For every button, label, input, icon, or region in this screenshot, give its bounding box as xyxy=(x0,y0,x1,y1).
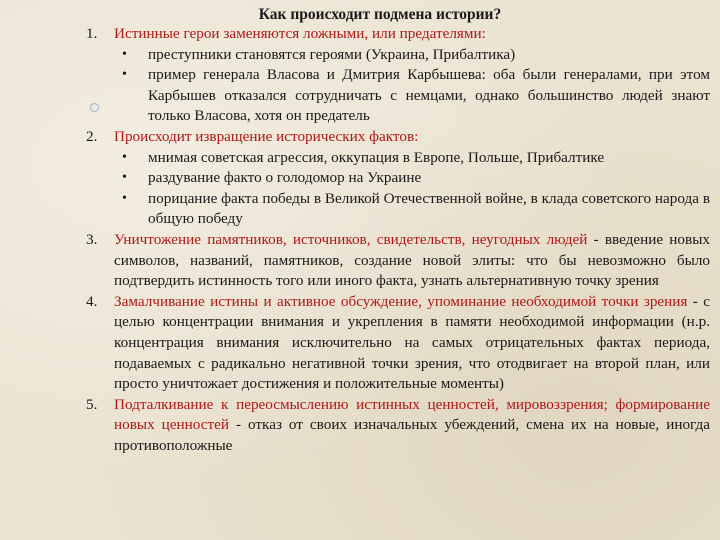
numbered-list xyxy=(80,24,710,456)
item-number: 1. xyxy=(86,25,98,42)
item-text xyxy=(114,292,710,395)
bullet-text: мнимая советская агрессия, оккупация в Европе, Польше, Прибалтике xyxy=(148,148,605,166)
item-number: 4. xyxy=(86,292,98,310)
item-heading: Замалчивание истины и активное обсуждение, упоминание необходимой точки зрения xyxy=(114,292,688,310)
bullet-item xyxy=(114,168,710,189)
bullet-list xyxy=(114,148,710,230)
list-item xyxy=(80,127,710,230)
list-item xyxy=(80,230,710,292)
list-item xyxy=(80,395,710,457)
bullet-icon: • xyxy=(122,170,127,186)
item-heading: Истинные герои заменяются ложными, или предателями: xyxy=(114,25,486,42)
item-heading: Уничтожение памятников, источников, свидетельств, неугодных людей xyxy=(114,230,588,248)
item-body: - отказ от своих изначальных убеждений, смена их на новые, иногда противоположные xyxy=(114,416,710,454)
item-text xyxy=(114,127,710,148)
item-text xyxy=(114,230,710,292)
bullet-icon: • xyxy=(122,46,127,62)
item-text xyxy=(114,24,710,45)
bullet-text: пример генерала Власова и Дмитрия Карбышева: оба были генералами, при этом Карбышев отказался сотрудничать с немцами, однако большинство людей знают только Власова, хотя он предатель xyxy=(148,66,710,125)
item-number: 5. xyxy=(86,395,98,413)
item-number: 2. xyxy=(86,127,98,145)
bullet-icon: • xyxy=(122,190,127,206)
bullet-item xyxy=(114,189,710,230)
bullet-item xyxy=(114,65,710,127)
bullet-text: порицание факта победы в Великой Отечественной войне, в клада советского народа в общую победу xyxy=(148,189,710,228)
bullet-list xyxy=(114,45,710,127)
item-text xyxy=(114,395,710,457)
bullet-text: раздувание факто о голодомор на Украине xyxy=(148,169,422,187)
bullet-icon: • xyxy=(122,149,127,165)
bullet-item xyxy=(114,148,710,169)
item-heading: Подталкивание к переосмыслению истинных ценностей, мировоззрения; формирование новых ценностей xyxy=(114,395,710,434)
bullet-text: преступники становятся героями (Украина, Прибалтика) xyxy=(148,45,516,63)
bullet-item xyxy=(114,45,710,66)
item-body: - с целью концентрации внимания и укрепления в памяти необходимой информации (н.р. концентрация внимания исключительно на самых отрицательных фактах периода, подаваемых с радикально негативной точки зрения, что отодвигает на второй план, или просто уничтожает достижения и положительные моменты) xyxy=(114,292,710,393)
item-number: 3. xyxy=(86,230,98,248)
content-area xyxy=(80,24,710,456)
page-title: Как происходит подмена истории? xyxy=(258,6,502,23)
bullet-icon: • xyxy=(122,67,127,83)
list-item xyxy=(80,24,710,127)
item-body: - введение новых символов, названий, памятников, создание новой элиты: что бы невозможно было подтвердить истинность того или иного факта, узнать альтернативную точку зрения xyxy=(114,230,710,290)
list-item xyxy=(80,292,710,395)
item-heading: Происходит извращение исторических фактов: xyxy=(114,127,419,145)
